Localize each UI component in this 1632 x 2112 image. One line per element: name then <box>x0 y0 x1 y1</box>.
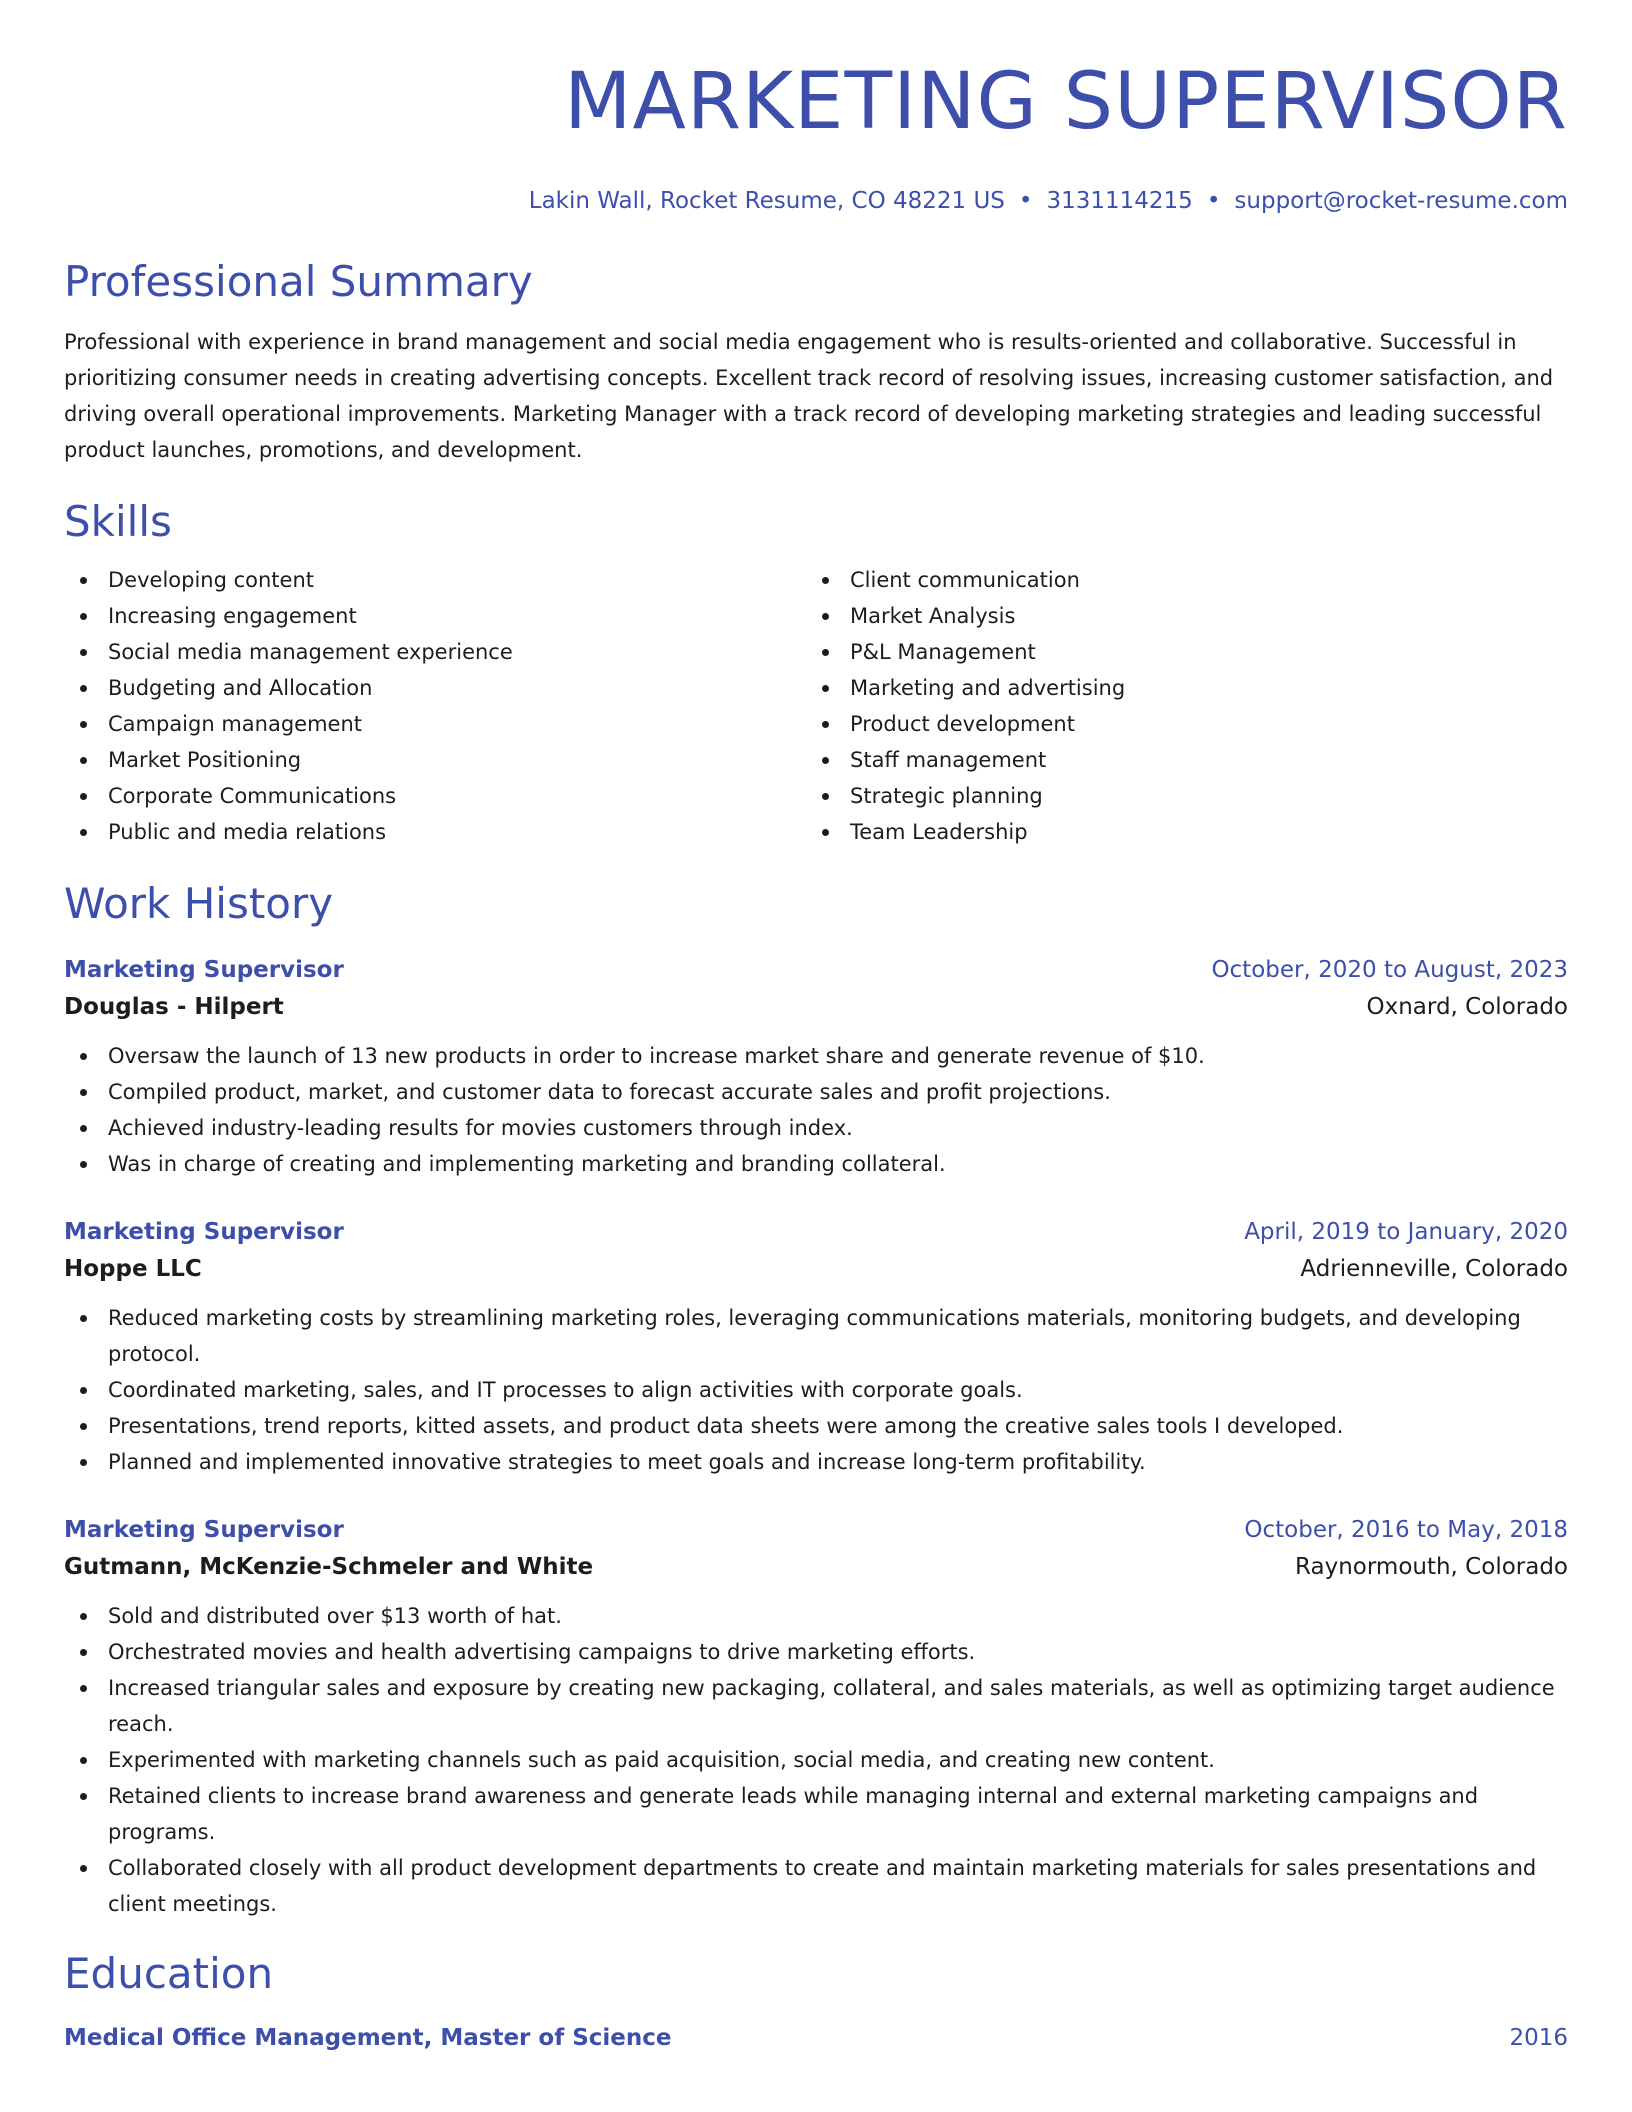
job-bullet: Retained clients to increase brand awareness and generate leads while managing internal and external marketing campaigns and programs. <box>64 1778 1568 1850</box>
job-bullets <box>64 1598 1568 1922</box>
job-entry <box>64 1214 1568 1480</box>
skill-item: P&L Management <box>806 634 1548 670</box>
job-bullet: Was in charge of creating and implementing marketing and branding collateral. <box>64 1146 1568 1182</box>
job-bullet: Planned and implemented innovative strategies to meet goals and increase long-term profitability. <box>64 1444 1568 1480</box>
education-degree: Medical Office Management, Master of Science <box>64 2025 672 2051</box>
education-year: 2016 <box>1509 2025 1568 2051</box>
job-company: Douglas - Hilpert <box>64 994 284 1020</box>
work-history-heading: Work History <box>64 879 334 928</box>
skills-left-list <box>64 562 806 850</box>
skill-item: Budgeting and Allocation <box>64 670 806 706</box>
job-bullet: Collaborated closely with all product development departments to create and maintain marketing materials for sales presentations and client meetings. <box>64 1850 1568 1922</box>
job-entry <box>64 1512 1568 1922</box>
job-bullet: Coordinated marketing, sales, and IT processes to align activities with corporate goals. <box>64 1372 1568 1408</box>
contact-email: support@rocket-resume.com <box>1234 188 1568 214</box>
job-dates: October, 2020 to August, 2023 <box>1211 957 1568 983</box>
skill-item: Market Positioning <box>64 742 806 778</box>
job-title: Marketing Supervisor <box>64 957 344 983</box>
job-bullet: Orchestrated movies and health advertising campaigns to drive marketing efforts. <box>64 1634 1568 1670</box>
job-location: Raynormouth, Colorado <box>1295 1554 1568 1580</box>
job-bullets <box>64 1300 1568 1480</box>
job-bullet: Oversaw the launch of 13 new products in order to increase market share and generate revenue of $10. <box>64 1038 1568 1074</box>
skill-item: Marketing and advertising <box>806 670 1548 706</box>
job-dates: April, 2019 to January, 2020 <box>1244 1219 1568 1245</box>
skill-item: Strategic planning <box>806 778 1548 814</box>
skill-item: Campaign management <box>64 706 806 742</box>
job-bullet: Experimented with marketing channels such as paid acquisition, social media, and creating new content. <box>64 1742 1568 1778</box>
contact-separator: • <box>1206 188 1221 214</box>
summary-text: Professional with experience in brand management and social media engagement who is results-oriented and collaborative. Successful in prioritizing consumer needs in creating advertising concepts. Excellent track record of resolving issues, increasing customer satisfaction, and driving overall operational improvements. Marketing Manager with a track record of developing marketing strategies and leading successful product launches, promotions, and development. <box>64 330 1554 462</box>
job-location: Adrienneville, Colorado <box>1300 1256 1568 1282</box>
job-company: Gutmann, McKenzie-Schmeler and White <box>64 1554 594 1580</box>
summary-heading: Professional Summary <box>64 257 533 306</box>
job-title: Marketing Supervisor <box>64 1219 344 1245</box>
job-bullet: Sold and distributed over $13 worth of hat. <box>64 1598 1568 1634</box>
skill-item: Client communication <box>806 562 1548 598</box>
skill-item: Public and media relations <box>64 814 806 850</box>
resume-title: MARKETING SUPERVISOR <box>564 57 1568 147</box>
contact-separator: • <box>1018 188 1033 214</box>
skill-item: Team Leadership <box>806 814 1548 850</box>
education-entry <box>64 2020 1568 2056</box>
skills-columns <box>64 562 1568 850</box>
skills-heading: Skills <box>64 497 172 546</box>
job-bullets <box>64 1038 1568 1182</box>
job-bullet: Achieved industry-leading results for movies customers through index. <box>64 1110 1568 1146</box>
skill-item: Staff management <box>806 742 1548 778</box>
skill-item: Market Analysis <box>806 598 1548 634</box>
skill-item: Product development <box>806 706 1548 742</box>
contact-address: Lakin Wall, Rocket Resume, CO 48221 US <box>528 188 1005 214</box>
job-bullet: Compiled product, market, and customer data to forecast accurate sales and profit projections. <box>64 1074 1568 1110</box>
job-bullet: Increased triangular sales and exposure by creating new packaging, collateral, and sales materials, as well as optimizing target audience reach. <box>64 1670 1568 1742</box>
job-location: Oxnard, Colorado <box>1366 994 1568 1020</box>
job-dates: October, 2016 to May, 2018 <box>1244 1517 1568 1543</box>
skill-item: Developing content <box>64 562 806 598</box>
skills-right-list <box>806 562 1548 850</box>
contact-phone: 3131114215 <box>1046 188 1193 214</box>
resume-page <box>64 0 1568 2056</box>
job-entry <box>64 952 1568 1182</box>
skill-item: Corporate Communications <box>64 778 806 814</box>
job-bullet: Reduced marketing costs by streamlining marketing roles, leveraging communications materials, monitoring budgets, and developing protocol. <box>64 1300 1568 1372</box>
skill-item: Social media management experience <box>64 634 806 670</box>
job-bullet: Presentations, trend reports, kitted assets, and product data sheets were among the creative sales tools I developed. <box>64 1408 1568 1444</box>
job-company: Hoppe LLC <box>64 1256 202 1282</box>
skill-item: Increasing engagement <box>64 598 806 634</box>
job-title: Marketing Supervisor <box>64 1517 344 1543</box>
contact-line <box>64 186 1568 216</box>
education-heading: Education <box>64 1949 274 1998</box>
